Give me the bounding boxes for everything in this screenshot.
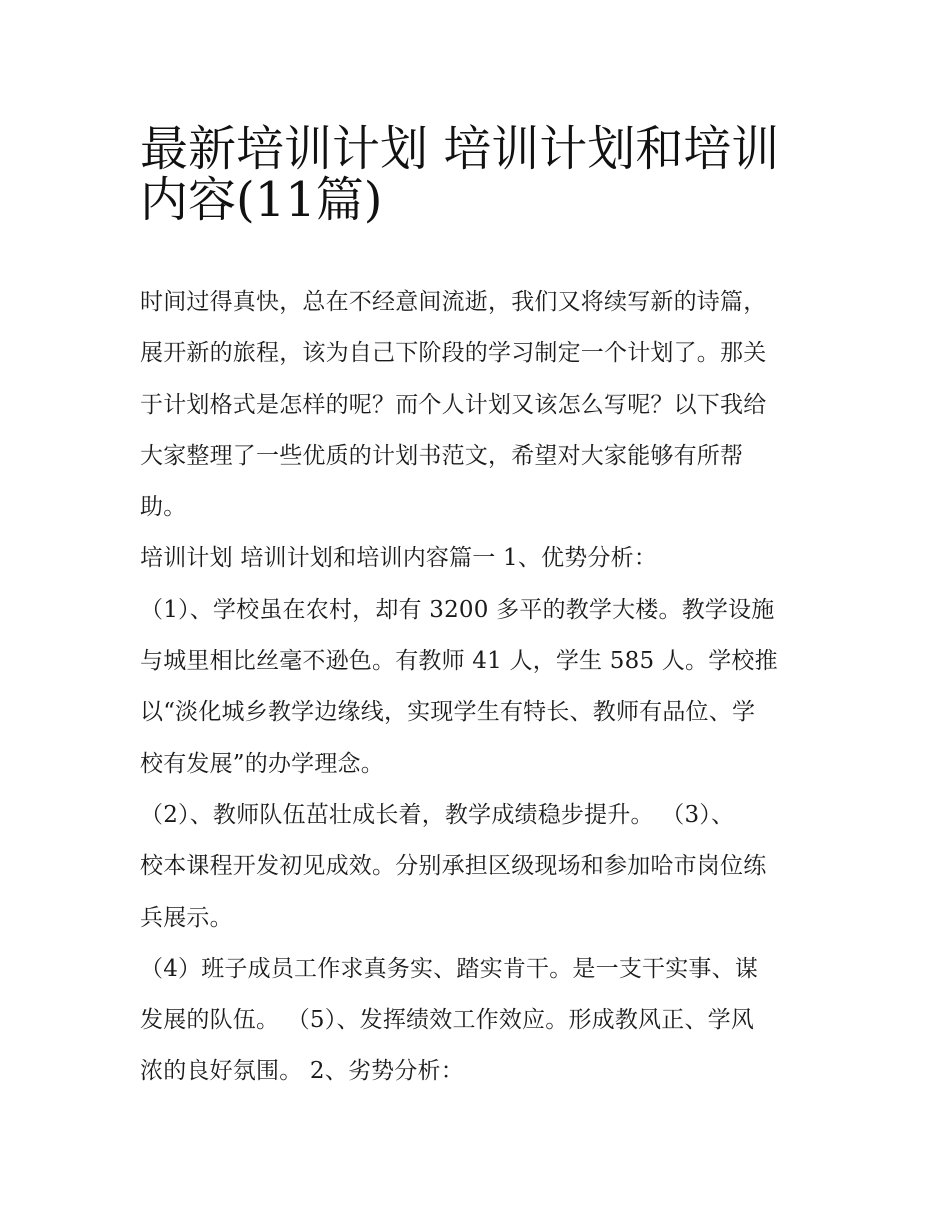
document-body [140,277,820,1098]
text-line: 展开新的旅程，该为自己下阶段的学习制定一个计划了。那关 [140,340,767,367]
intro-paragraph [140,277,820,533]
text-line: 校有发展”的办学理念。 [140,750,384,777]
text-line: （1）、学校虽在农村，却有 3200 多平的教学大楼。教学设施 [140,596,775,623]
text-line: 培训计划 培训计划和培训内容篇一 1、优势分析： [140,545,658,572]
text-line: 于计划格式是怎样的呢？而个人计划又该怎么写呢？以下我给 [140,391,767,418]
title-line-1: 最新培训计划 培训计划和培训 [140,121,780,177]
text-line: 时间过得真快，总在不经意间流逝，我们又将续写新的诗篇， [140,289,767,315]
text-line: 浓的良好氛围。 2、劣势分析： [140,1058,464,1085]
item-1-paragraph [140,585,820,790]
item-2-3-paragraph [140,790,820,944]
text-line: （4）班子成员工作求真务实、踏实肯干。是一支干实事、谋 [140,955,759,982]
text-line: 校本课程开发初见成效。分别承担区级现场和参加哈市岗位练 [140,853,767,880]
document-title [140,112,820,229]
text-line: 与城里相比丝毫不逊色。有教师 41 人，学生 585 人。学校推 [140,648,778,675]
text-line: （2）、教师队伍茁壮成长着，教学成绩稳步提升。 （3）、 [140,801,735,828]
text-line: 兵展示。 [140,904,233,931]
text-line: 发展的队伍。 （5）、发挥绩效工作效应。形成教风正、学风 [140,1007,755,1034]
title-line-2: 内容(11篇) [140,172,383,229]
item-4-5-paragraph [140,944,820,1098]
text-line: 以“淡化城乡教学边缘线，实现学生有特长、教师有品位、学 [140,699,756,726]
section-heading-paragraph [140,533,820,584]
text-line: 助。 [140,494,187,521]
text-line: 大家整理了一些优质的计划书范文，希望对大家能够有所帮 [140,442,744,469]
